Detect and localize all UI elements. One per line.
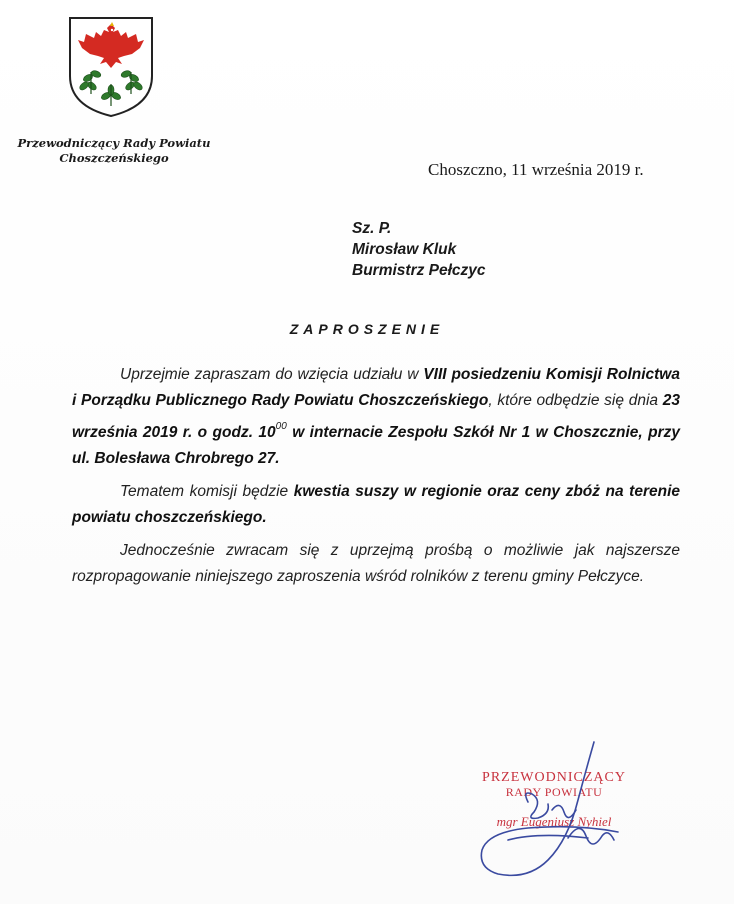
- paragraph-request: Jednocześnie zwracam się z uprzejmą prośbą o możliwie jak najszersze rozpropagowanie niniejszego zaproszenia wśród rolników z terenu gminy Pełczyce.: [72, 542, 680, 585]
- handwritten-signature-icon: [468, 740, 638, 890]
- letter-body: [72, 362, 680, 597]
- coat-of-arms-eagle-icon: [66, 14, 156, 120]
- stamp-line3: mgr Eugeniusz Nyhiel: [496, 814, 612, 829]
- addressee-block: [352, 218, 486, 281]
- addressee-title: Burmistrz Pełczyc: [352, 262, 486, 279]
- addressee-salutation: Sz. P.: [352, 220, 392, 237]
- stamp-line1: PRZEWODNICZĄCY: [482, 770, 626, 785]
- document-title: ZAPROSZENIE: [289, 321, 445, 337]
- issuer-line1: Przewodniczący Rady Powiatu: [17, 136, 211, 150]
- stamp-line2: RADY POWIATU: [505, 785, 603, 799]
- paragraph-topic: [72, 479, 680, 531]
- letter-date: Choszczno, 11 września 2019 r.: [428, 160, 644, 179]
- p2-topic: kwestia suszy w regionie oraz ceny zbóż na terenie powiatu choszczeńskiego.: [72, 483, 681, 526]
- paragraph-invitation: [72, 362, 680, 472]
- issuer-line2: Choszczeńskiego: [59, 151, 169, 165]
- p1-minutes: 00: [275, 421, 287, 432]
- addressee-name: Mirosław Kluk: [352, 241, 457, 258]
- p1-text-a: Uprzejmie zapraszam do wzięcia udziału w: [120, 366, 424, 383]
- issuer-block: [14, 136, 214, 166]
- p1-text-c: , które odbędzie się dnia: [488, 392, 663, 409]
- p2-text-a: Tematem komisji będzie: [120, 483, 294, 500]
- p1-meeting-name: VIII posiedzeniu Komisji Rolnictwa i Porządku Publicznego Rady Powiatu Choszczeńskiego: [72, 366, 680, 409]
- p1-datetime: 23 września 2019 r. o godz. 10: [72, 392, 680, 441]
- p1-location: w internacie Zespołu Szkół Nr 1 w Choszcznie, przy ul. Bolesława Chrobrego 27.: [72, 424, 680, 467]
